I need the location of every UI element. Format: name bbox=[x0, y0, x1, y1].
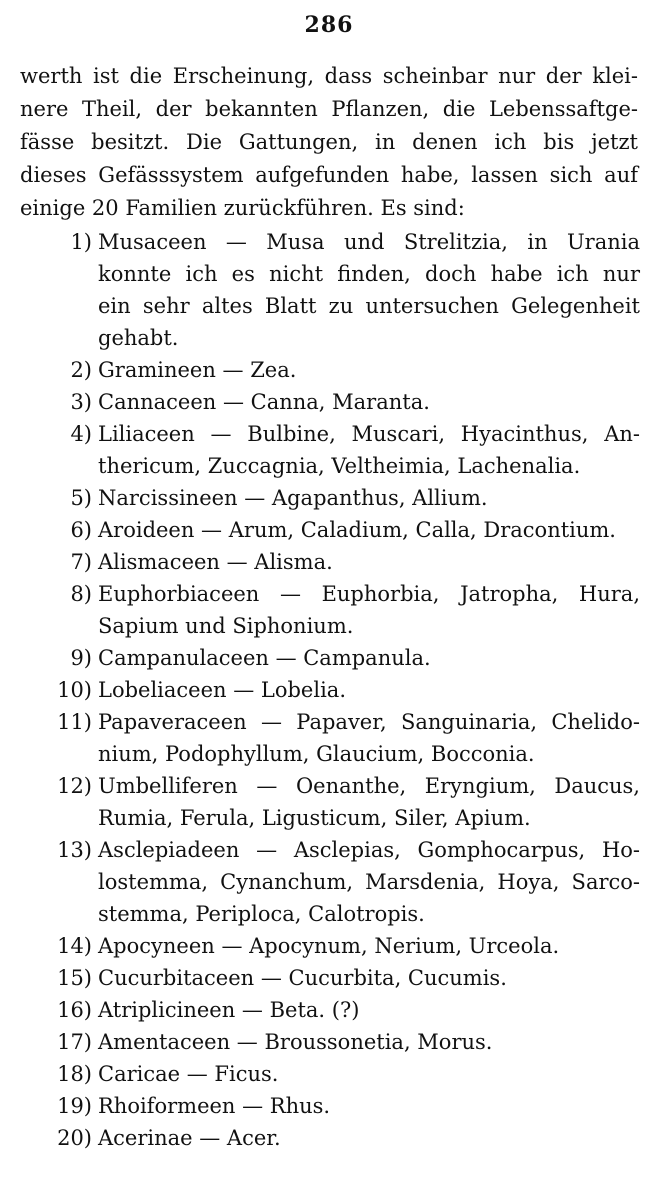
list-item-line: Euphorbiaceen — Euphorbia, Jatropha, Hura, bbox=[98, 582, 640, 606]
list-item-line: thericum, Zuccagnia, Veltheimia, Lachenalia. bbox=[98, 454, 581, 478]
intro-line: dieses Gefässsystem aufgefunden habe, lassen sich auf bbox=[20, 163, 638, 187]
list-item bbox=[0, 994, 658, 1026]
list-item-text bbox=[98, 642, 640, 674]
list-item-line: stemma, Periploca, Calotropis. bbox=[98, 902, 425, 926]
list-item-line: Umbelliferen — Oenanthe, Eryngium, Daucus, bbox=[98, 774, 640, 798]
list-item-text bbox=[98, 482, 640, 514]
list-item-number: 9) bbox=[70, 646, 92, 670]
list-item-text bbox=[98, 674, 640, 706]
list-item-line: Aroideen — Arum, Caladium, Calla, Dracontium. bbox=[98, 518, 616, 542]
list-item-number: 20) bbox=[57, 1126, 92, 1150]
page-number: 286 bbox=[304, 12, 354, 38]
list-item-line: Lobeliaceen — Lobelia. bbox=[98, 678, 346, 702]
list-item bbox=[0, 962, 658, 994]
list-item-line: gehabt. bbox=[98, 326, 179, 350]
list-item-line: Amentaceen — Broussonetia, Morus. bbox=[98, 1030, 493, 1054]
list-item-line: Cannaceen — Canna, Maranta. bbox=[98, 390, 430, 414]
list-item bbox=[0, 1058, 658, 1090]
list-item-number: 14) bbox=[57, 934, 92, 958]
intro-line: fässe besitzt. Die Gattungen, in denen ich bis jetzt bbox=[20, 130, 638, 154]
list-item-line: konnte ich es nicht finden, doch habe ich nur bbox=[98, 262, 640, 286]
list-item-line: Rhoiformeen — Rhus. bbox=[98, 1094, 331, 1118]
list-item bbox=[0, 674, 658, 706]
list-item-text bbox=[98, 930, 640, 962]
list-item-number: 8) bbox=[70, 582, 92, 606]
intro-paragraph bbox=[20, 60, 638, 225]
list-item-line: Campanulaceen — Campanula. bbox=[98, 646, 431, 670]
list-item-line: Papaveraceen — Papaver, Sanguinaria, Chelido- bbox=[98, 710, 640, 734]
list-item-text bbox=[98, 1058, 640, 1090]
list-item-text bbox=[98, 1122, 640, 1154]
list-item-text bbox=[98, 578, 640, 642]
list-item-line: Cucurbitaceen — Cucurbita, Cucumis. bbox=[98, 966, 507, 990]
list-item-text bbox=[98, 770, 640, 834]
list-item-number: 18) bbox=[57, 1062, 92, 1086]
list-item-number: 1) bbox=[70, 230, 92, 254]
list-item-number: 16) bbox=[57, 998, 92, 1022]
list-item-number: 13) bbox=[57, 838, 92, 862]
list-item-number: 4) bbox=[70, 422, 92, 446]
list-item-text bbox=[98, 514, 640, 546]
list-item-line: nium, Podophyllum, Glaucium, Bocconia. bbox=[98, 742, 535, 766]
list-item bbox=[0, 354, 658, 386]
list-item bbox=[0, 226, 658, 354]
list-item-line: lostemma, Cynanchum, Marsdenia, Hoya, Sarco- bbox=[98, 870, 640, 894]
intro-line: nere Theil, der bekannten Pflanzen, die Lebenssaftge- bbox=[20, 97, 638, 121]
list-item-line: Atriplicineen — Beta. (?) bbox=[98, 998, 360, 1022]
list-item-number: 7) bbox=[70, 550, 92, 574]
list-item bbox=[0, 770, 658, 834]
list-item bbox=[0, 834, 658, 930]
list-item-line: Rumia, Ferula, Ligusticum, Siler, Apium. bbox=[98, 806, 531, 830]
list-item bbox=[0, 578, 658, 642]
list-item-line: Caricae — Ficus. bbox=[98, 1062, 279, 1086]
list-item-number: 5) bbox=[70, 486, 92, 510]
list-item-text bbox=[98, 354, 640, 386]
list-item bbox=[0, 642, 658, 674]
list-item-number: 17) bbox=[57, 1030, 92, 1054]
list-item bbox=[0, 930, 658, 962]
list-item bbox=[0, 482, 658, 514]
list-item-text bbox=[98, 546, 640, 578]
list-item bbox=[0, 1026, 658, 1058]
list-item bbox=[0, 386, 658, 418]
list-item bbox=[0, 418, 658, 482]
intro-line: einige 20 Familien zurückführen. Es sind: bbox=[20, 196, 465, 220]
list-item-number: 3) bbox=[70, 390, 92, 414]
intro-line: werth ist die Erscheinung, dass scheinbar nur der klei- bbox=[20, 64, 638, 88]
list-item-text bbox=[98, 962, 640, 994]
list-item-text bbox=[98, 386, 640, 418]
list-item-text bbox=[98, 418, 640, 482]
list-item-number: 11) bbox=[57, 710, 92, 734]
list-item-number: 12) bbox=[57, 774, 92, 798]
list-item-line: Sapium und Siphonium. bbox=[98, 614, 354, 638]
list-item-line: Asclepiadeen — Asclepias, Gomphocarpus, Ho- bbox=[98, 838, 640, 862]
list-item-line: Apocyneen — Apocynum, Nerium, Urceola. bbox=[98, 934, 560, 958]
list-item-number: 10) bbox=[57, 678, 92, 702]
list-item-text bbox=[98, 226, 640, 354]
list-item bbox=[0, 546, 658, 578]
list-item bbox=[0, 1122, 658, 1154]
list-item-text bbox=[98, 706, 640, 770]
list-item-text bbox=[98, 834, 640, 930]
list-item bbox=[0, 706, 658, 770]
list-item-line: Narcissineen — Agapanthus, Allium. bbox=[98, 486, 488, 510]
list-item bbox=[0, 514, 658, 546]
list-item-number: 6) bbox=[70, 518, 92, 542]
list-item bbox=[0, 1090, 658, 1122]
list-item-line: ein sehr altes Blatt zu untersuchen Gelegenheit bbox=[98, 294, 640, 318]
list-item-number: 2) bbox=[70, 358, 92, 382]
list-item-line: Alismaceen — Alisma. bbox=[98, 550, 333, 574]
list-item-number: 19) bbox=[57, 1094, 92, 1118]
list-item-line: Liliaceen — Bulbine, Muscari, Hyacinthus, An- bbox=[98, 422, 640, 446]
list-item-line: Gramineen — Zea. bbox=[98, 358, 297, 382]
list-item-text bbox=[98, 1026, 640, 1058]
list-item-line: Acerinae — Acer. bbox=[98, 1126, 281, 1150]
list-item-text bbox=[98, 994, 640, 1026]
list-item-line: Musaceen — Musa und Strelitzia, in Urania bbox=[98, 230, 640, 254]
list-item-number: 15) bbox=[57, 966, 92, 990]
list-item-text bbox=[98, 1090, 640, 1122]
family-list bbox=[0, 226, 658, 1154]
